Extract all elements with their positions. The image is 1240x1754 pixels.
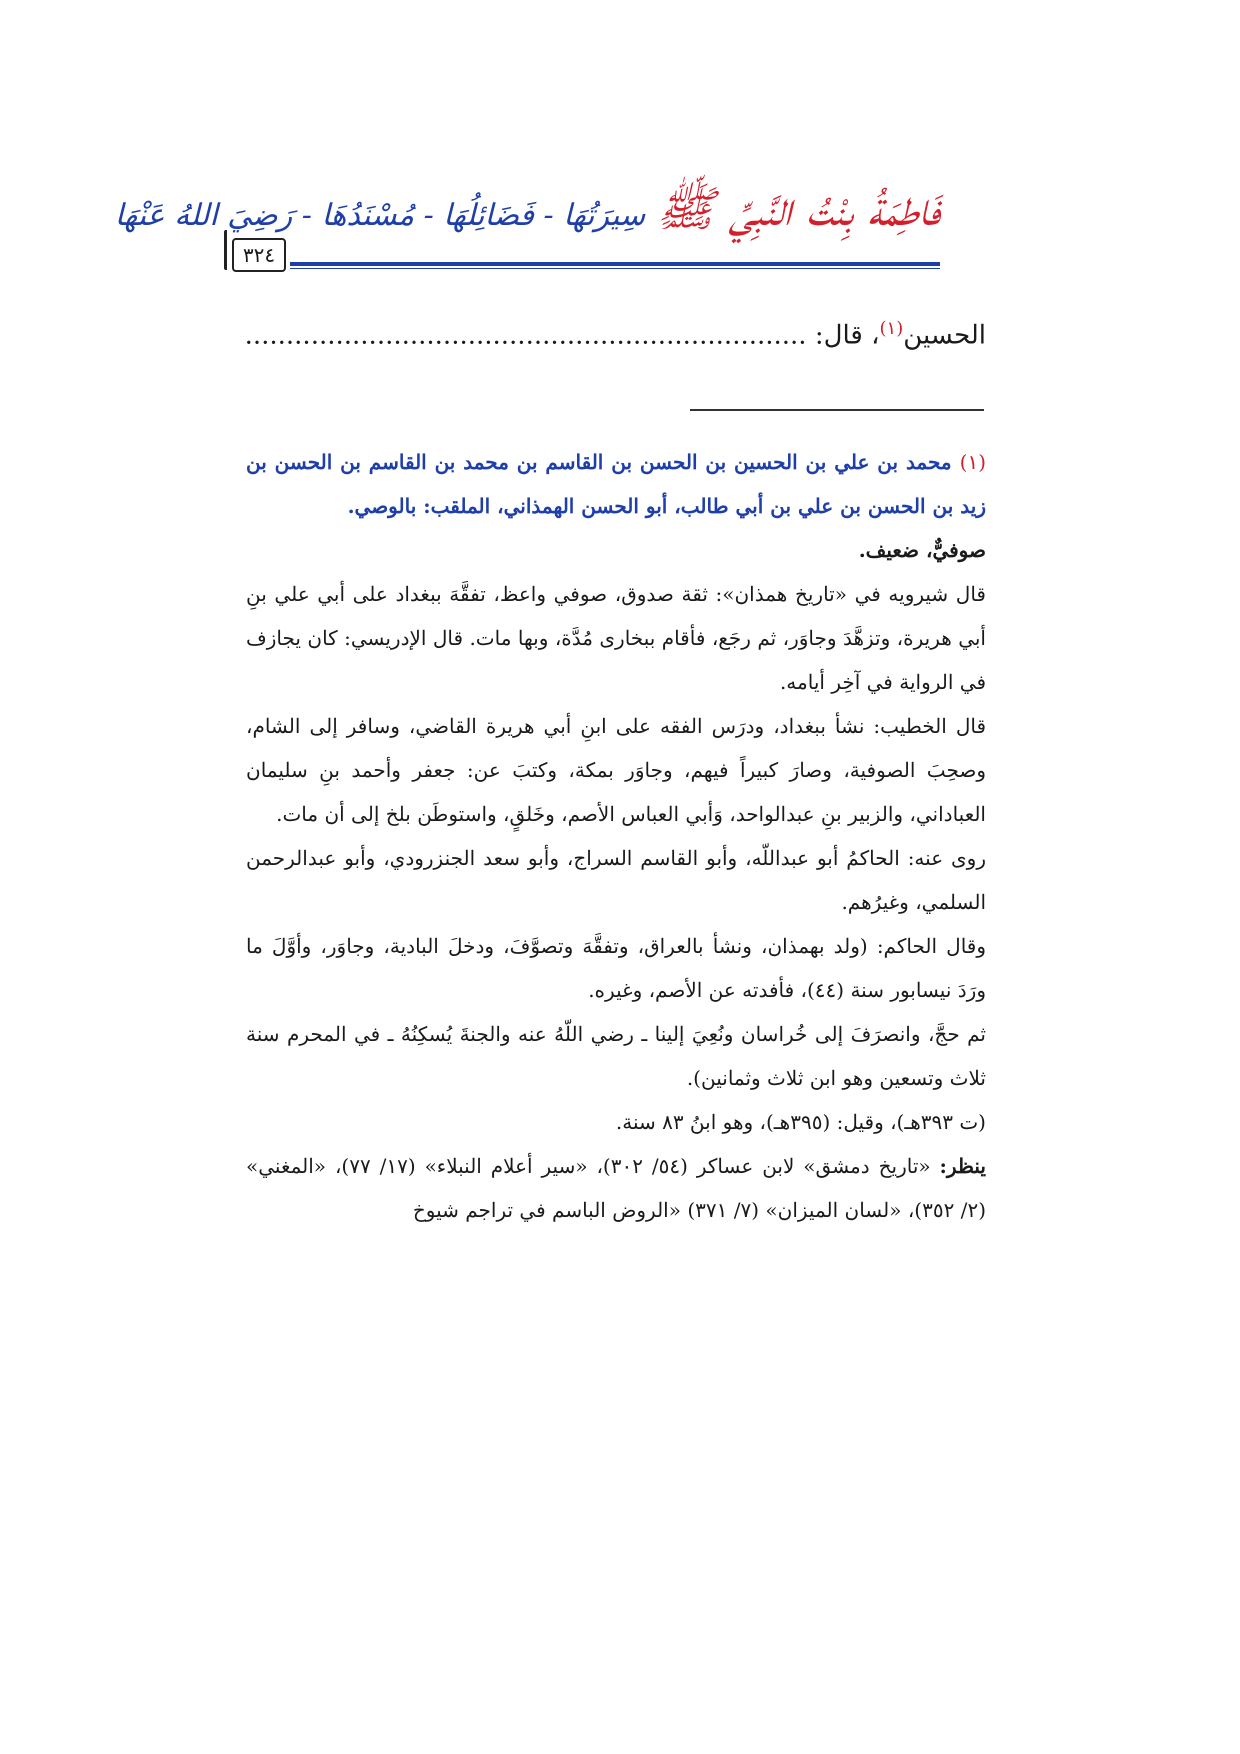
footnote-marker: (١) [959, 450, 986, 474]
footnote-paragraph-4: وقال الحاكم: (ولد بهمذان، ونشأ بالعراق، وتفقَّهَ وتصوَّفَ، ودخلَ البادية، وجاوَر، وأوَّلَ ما ورَدَ نيسابور سنة (٤٤)، فأفدته عن الأصم، وغيره. [246, 934, 986, 1002]
references-label: ينظر: [939, 1154, 986, 1178]
footnote-paragraph-2: قال الخطيب: نشأ ببغداد، ودرَس الفقه على ابنِ أبي هريرة القاضي، وسافر إلى الشام، وصحِبَ الصوفية، وصارَ كبيراً فيهم، وجاوَر بمكة، وكتبَ عن: جعفر وأحمد بنِ سليمان العباداني، والزبير بنِ عبدالواحد، وَأبي العباس الأصم، وخَلقٍ، واستوطَن بلخ إلى أن مات. [246, 714, 986, 826]
footnote [246, 440, 986, 1232]
references-list: «تاريخ دمشق» لابن عساكر (٥٤/ ٣٠٢)، «سير أعلام النبلاء» (١٧/ ٧٧)، «المغني» (٢/ ٣٥٢)، «لسان الميزان» (٧/ ٣٧١) «الروض الباسم في تراجم شيوخ [246, 1154, 986, 1222]
main-text-line [246, 318, 986, 351]
ellipsis-dots: .................................................................... [244, 320, 807, 351]
footnote-separator [690, 409, 984, 411]
footnote-paragraph-3: روى عنه: الحاكمُ أبو عبداللّه، وأبو القاسم السراج، وأبو سعد الجنزرودي، وأبو عبدالرحمن السلمي، وغيرُهم. [246, 846, 986, 914]
footnote-references [246, 1144, 986, 1232]
footnote-paragraph-5: ثم حجَّ، وانصرَفَ إلى خُراسان ونُعِيَ إلينا ـ رضي اللّهُ عنه والجنةَ يُسكِنُهُ ـ في المحرم سنة ثلاث وتسعين وهو ابن ثلاث وثمانين). [246, 1022, 986, 1090]
page-number: ٣٢٤ [232, 238, 286, 272]
footnote-paragraph-1: قال شيرويه في «تاريخ همذان»: ثقة صدوق، صوفي واعظ، تفقَّهَ ببغداد على أبي علي بنِ أبي هريرة، وتزهَّدَ وجاوَر، ثم رجَع، فأقام ببخارى مُدَّة، وبها مات. قال الإدريسي: كان يجازف في الرواية في آخِر أيامه. [246, 582, 986, 694]
header-rule-thin [290, 268, 940, 269]
book-title: فَاطِمَةُ بِنْتُ النَّبِيِّ ﷺ [656, 181, 940, 237]
footnote-name-line [246, 440, 986, 528]
footnote-paragraph-6: (ت ٣٩٣هـ)، وقيل: (٣٩٥هـ)، وهو ابنُ ٨٣ سنة. [615, 1110, 986, 1134]
main-text-continuation: ، قال: [806, 320, 880, 351]
header-rule [290, 262, 940, 266]
book-subtitle: سِيرَتُهَا - فَضَائِلُهَا - مُسْنَدُهَا - رَضِيَ اللهُ عَنْهَا [114, 198, 646, 233]
narrator-name: محمد بن علي بن الحسين بن الحسن بن القاسم بن محمد بن القاسم بن الحسن بن زيد بن الحسن بن علي بن أبي طالب، أبو الحسن الهمذاني، الملقب: بالوصي. [246, 450, 986, 518]
running-header [114, 180, 940, 254]
narrator-grade: صوفيٌّ، ضعيف. [858, 538, 986, 562]
footnote-reference[interactable]: (١) [879, 318, 904, 339]
main-text-word: الحسين [903, 320, 986, 351]
